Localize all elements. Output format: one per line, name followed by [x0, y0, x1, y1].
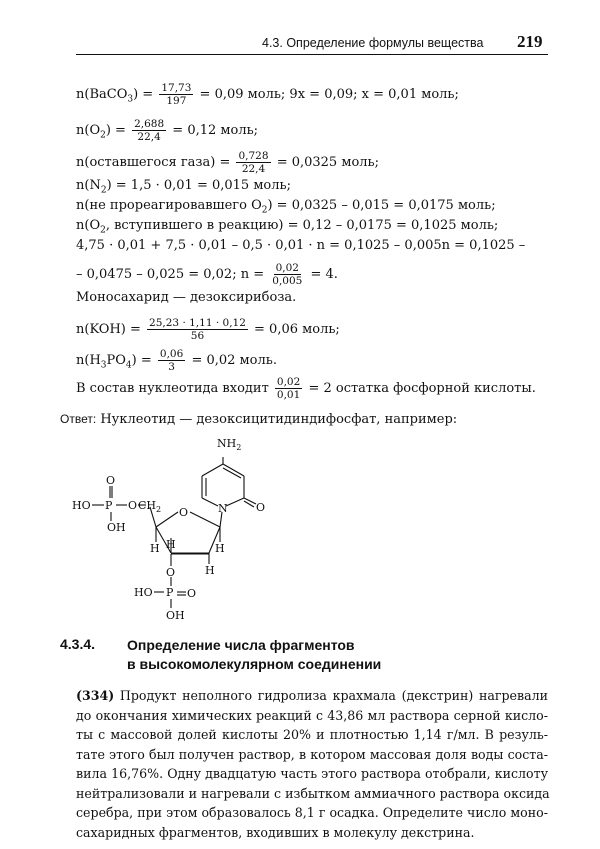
- section-number: 4.3.4.: [60, 636, 96, 652]
- calc-line-7: 4,75 · 0,01 + 7,5 · 0,01 – 0,5 · 0,01 · n = 0,1025 – 0,005n = 0,1025 –: [76, 238, 526, 253]
- calc-line-8: – 0,0475 – 0,025 = 0,02; n = $\frac{0,02}{0,005}$ = 4.: [76, 262, 338, 287]
- calc-line-3: n(оставшегося газа) = $\frac{0,728}{22,4}$ = 0,0325 моль;: [76, 150, 379, 175]
- fraction: $\frac{2,688}{22,4}$: [134, 118, 165, 143]
- page-number: 219: [517, 32, 543, 51]
- p1-o-label: O: [106, 474, 116, 487]
- ester-o-label: O: [166, 566, 176, 579]
- fraction: $\frac{17,73}{197}$: [161, 82, 192, 107]
- calc-line-4: $n(N_2) = 1,5 \cdot 0,01 = 0,015$ моль;: [76, 178, 291, 196]
- problem-line: тате этого был получен раствор, в котором массовая доля воды соста-: [76, 746, 548, 762]
- fraction: $\frac{0,02}{0,005}$: [272, 262, 303, 287]
- h-label: H: [205, 564, 215, 577]
- fraction: $\frac{25,23 \cdot 1,11 \cdot 0,12}{56}$: [149, 317, 246, 342]
- calc-line-12: В состав нуклеотида входит $\frac{0,02}{0,01}$ = 2 остатка фосфорной кислоты.: [76, 376, 536, 401]
- problem-line: до окончания химических реакций с 43,86 мл раствора серной кисло-: [76, 707, 548, 723]
- h-label: H: [150, 542, 160, 555]
- h-label: H: [215, 542, 225, 555]
- p1-label: P: [105, 499, 113, 512]
- p2-label: P: [166, 586, 174, 599]
- ch2-label: $CH_2$: [138, 499, 162, 514]
- fraction: $\frac{0,02}{0,01}$: [276, 376, 301, 401]
- h-label: H: [166, 538, 176, 551]
- calc-line-5: n(не прореагировавшего $O_2) = 0,0325 - 0,015 = 0,0175$ моль;: [76, 198, 496, 216]
- p2-ho-label: HO: [134, 586, 153, 599]
- p1-oh-label: OH: [107, 521, 126, 534]
- problem-line: (334) Продукт неполного гидролиза крахмала (декстрин) нагревали: [76, 688, 548, 703]
- fraction: $\frac{0,728}{22,4}$: [238, 150, 269, 175]
- ring-n-label: N: [218, 502, 228, 515]
- problem-line: ты с массовой долей кислоты 20% и плотностью 1,14 г/мл. В резуль-: [76, 727, 548, 742]
- header-rule: [76, 54, 548, 55]
- calc-line-1: n(BaCO$_3$) = $\frac{17,73}{197}$ = 0,09 моль; 9x = 0,09; x = 0,01 моль;: [76, 82, 459, 107]
- running-header: 4.3. Определение формулы вещества: [262, 36, 484, 50]
- p2-o-label: O: [187, 587, 197, 600]
- problem-number: (334): [76, 688, 115, 703]
- ring-o-label: O: [179, 506, 189, 519]
- calc-line-11: $n(H_3PO_4)$ = $\frac{0,06}{3}$ = 0,02 моль.: [76, 348, 277, 373]
- problem-line: серебра, при этом образовалось 8,1 г осадка. Определите число моно-: [76, 805, 548, 820]
- calc-line-10: n(KOH) = $\frac{25,23 \cdot 1,11 \cdot 0,12}{56}$ = 0,06 моль;: [76, 317, 340, 342]
- section-title: Определение числа фрагментов в высокомолекулярном соединении: [127, 637, 382, 672]
- fraction: $\frac{0,06}{3}$: [159, 348, 184, 373]
- problem-line: вила 16,76%. Одну двадцатую часть этого раствора отобрали, кислоту: [76, 766, 548, 781]
- calc-line-9: Моносахарид — дезоксирибоза.: [76, 290, 297, 305]
- nh2-label: $NH_2$: [217, 437, 242, 452]
- answer-line: [60, 411, 457, 428]
- carbonyl-o-label: O: [256, 501, 266, 514]
- nucleotide-structure-diagram: [60, 432, 300, 628]
- p2-oh-label: OH: [166, 609, 185, 622]
- answer-text: Нуклеотид — дезоксицитидиндифосфат, например:: [100, 412, 458, 427]
- problem-line: сахаридных фрагментов, входивших в молекулу декстрина.: [76, 824, 475, 840]
- calc-line-2: $n(O_2)$ = $\frac{2,688}{22,4}$ = 0,12 моль;: [76, 118, 259, 143]
- answer-label: Ответ:: [60, 412, 97, 426]
- calc-line-6: $n(O_2$, вступившего в реакцию) = 0,12 – 0,0175 = 0,1025 моль;: [76, 218, 499, 236]
- ho-label: HO: [72, 499, 91, 512]
- problem-line: нейтрализовали и нагревали с избытком аммиачного раствора оксида: [76, 785, 550, 801]
- link-o-label: O: [128, 499, 138, 512]
- problem-paragraph: [76, 686, 548, 842]
